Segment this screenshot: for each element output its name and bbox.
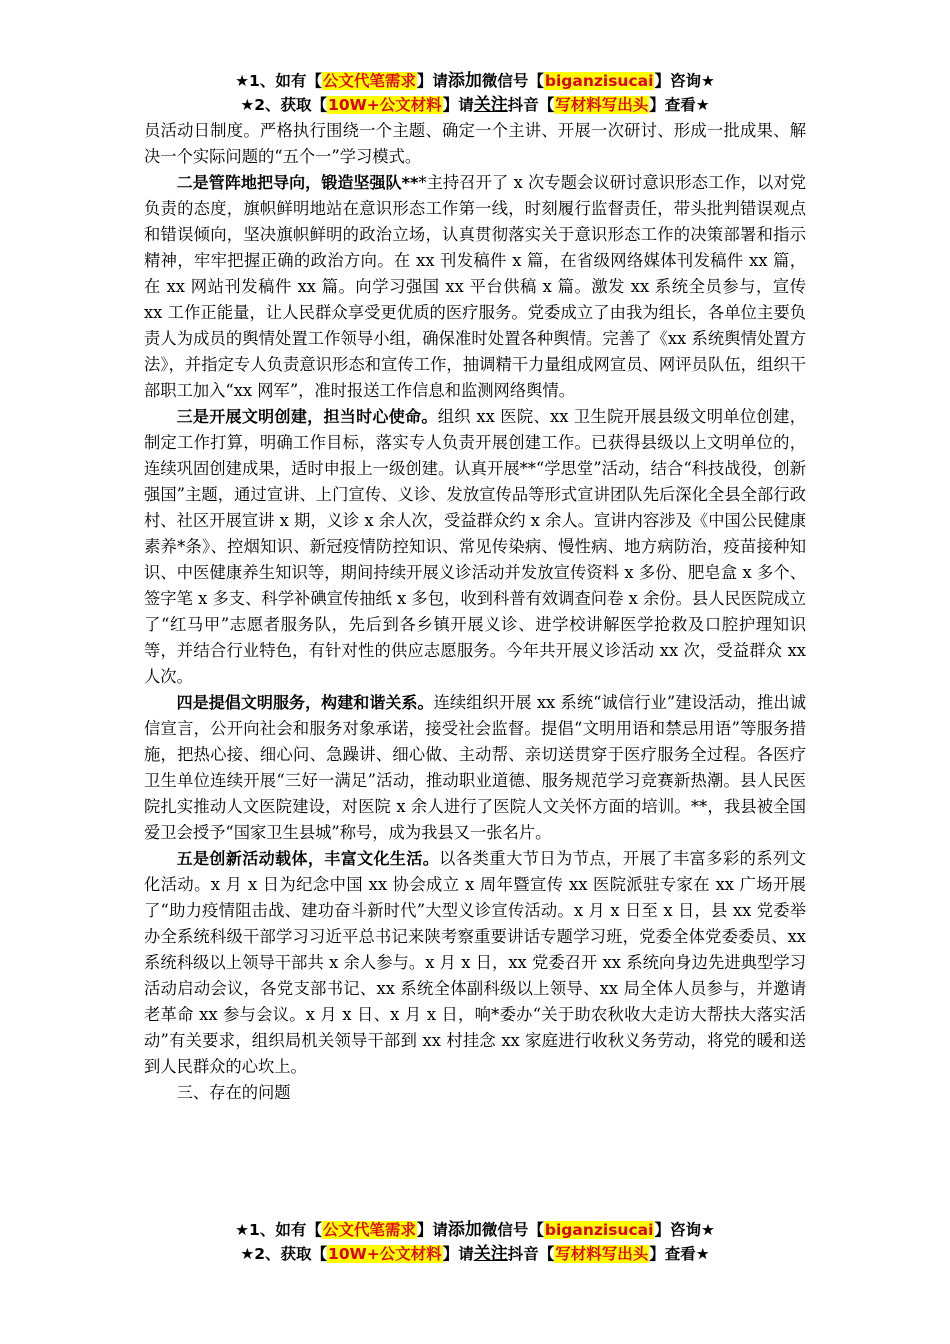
highlight-materials: 10W+公文材料 <box>328 96 442 114</box>
paragraph-heading: 三是开展文明创建，担当时心使命。 <box>176 407 438 426</box>
header-banner <box>0 69 950 117</box>
paragraph-heading: 四是提倡文明服务，构建和谐关系。 <box>176 693 434 712</box>
highlight-materials: 10W+公文材料 <box>328 1245 442 1263</box>
paragraph-heading: 二是管阵地把导向，锻造坚强队** <box>176 173 419 192</box>
paragraph-5: 五是创新活动载体，丰富文化生活。以各类重大节日为节点，开展了丰富多彩的系列文化活动。x 月 x 日为纪念中国 xx 协会成立 x 周年暨宣传 xx 医院派驻专家在 xx 广场开展了“助力疫情阻击战、建功奋斗新时代”大型义诊宣传活动。x 月 x 日至 x 日，县 xx 党委举办全系统科级干部学习习近平总书记来陕考察重要讲话专题学习班，党委全体党委委员、xx 系统科级以上领导干部共 x 余人参与。x 月 x 日，xx 党委召开 xx 系统向身边先进典型学习活动启动会议，各党支部书记、xx 系统全体副科级以上领导、xx 局全体人员参与，并邀请老革命 xx 参与会议。x 月 x 日、x 月 x 日，响*委办“关于助农秋收大走访大帮扶大落实活动”有关要求，组织局机关领导干部到 xx 村挂念 xx 家庭进行收秋义务劳动，将党的暖和送到人民群众的心坎上。 <box>144 849 806 1076</box>
highlight-douyin: 写材料写出头 <box>555 1245 649 1263</box>
banner-line-2: ★2、获取【10W+公文材料】请关注抖音【写材料写出头】查看★ <box>240 95 710 115</box>
highlight-wechat-id: biganzisucai <box>544 72 654 90</box>
banner-line-2: ★2、获取【10W+公文材料】请关注抖音【写材料写出头】查看★ <box>240 1244 710 1264</box>
paragraph-2: 二是管阵地把导向，锻造坚强队***主持召开了 x 次专题会议研讨意识形态工作，以对党负责的态度，旗帜鲜明地站在意识形态工作第一线，时刻履行监督责任，带头批判错误观点和错误倾向，坚决旗帜鲜明的政治立场，认真贯彻落实关于意识形态工作的决策部署和指示精神，牢牢把握正确的政治方向。在 xx 刊发稿件 x 篇，在省级网络媒体刊发稿件 xx 篇，在 xx 网站刊发稿件 xx 篇。向学习强国 xx 平台供稿 x 篇。激发 xx 系统全员参与，宣传 xx 工作正能量，让人民群众享受更优质的医疗服务。党委成立了由我为组长，各单位主要负责人为成员的舆情处置工作领导小组，确保准时处置各种舆情。完善了《xx 系统舆情处置方法》，并指定专人负责意识形态和宣传工作，抽调精干力量组成网宣员、网评员队伍，组织干部职工加入“xx 网军”，准时报送工作信息和监测网络舆情。 <box>144 173 806 400</box>
body-text <box>144 118 806 1106</box>
banner-line-1: ★1、如有【公文代笔需求】请添加微信号【biganzisucai】咨询★ <box>235 1220 715 1240</box>
paragraph-4: 四是提倡文明服务，构建和谐关系。连续组织开展 xx 系统“诚信行业”建设活动，推出诚信宣言，公开向社会和服务对象承诺，接受社会监督。提倡“文明用语和禁忌用语”等服务措施，把热心接、细心问、急躁讲、细心做、主动帮、亲切送贯穿于医疗服务全过程。各医疗卫生单位连续开展“三好一满足”活动，推动职业道德、服务规范学习竞赛新热潮。县人民医院扎实推动人文医院建设，对医院 x 余人进行了医院人文关怀方面的培训。**，我县被全国爱卫会授予“国家卫生县城”称号，成为我县又一张名片。 <box>144 693 806 842</box>
section-heading: 三、存在的问题 <box>176 1083 291 1102</box>
paragraph-continuation: 员活动日制度。严格执行围绕一个主题、确定一个主讲、开展一次研讨、形成一批成果、解决一个实际问题的“五个一”学习模式。 <box>144 121 806 166</box>
paragraph-3: 三是开展文明创建，担当时心使命。组织 xx 医院、xx 卫生院开展县级文明单位创建，制定工作打算，明确工作目标，落实专人负责开展创建工作。已获得县级以上文明单位的，连续巩固创建成果，适时申报上一级创建。认真开展**“学思堂”活动，结合“科技战役，创新强国”主题，通过宣讲、上门宣传、义诊、发放宣传品等形式宣讲团队先后深化全县全部行政村、社区开展宣讲 x 期，义诊 x 余人次，受益群众约 x 余人。宣讲内容涉及《中国公民健康素养*条》、控烟知识、新冠疫情防控知识、常见传染病、慢性病、地方病防治，疫苗接种知识、中医健康养生知识等，期间持续开展义诊活动并发放宣传资料 x 多份、肥皂盒 x 多个、签字笔 x 多支、科学补碘宣传抽纸 x 多包，收到科普有效调查问卷 x 余份。县人民医院成立了“红马甲”志愿者服务队，先后到各乡镇开展义诊、进学校讲解医学抢救及口腔护理知识等，并结合行业特色，有针对性的供应志愿服务。今年共开展义诊活动 xx 次，受益群众 xx 人次。 <box>144 407 806 686</box>
highlight-ghostwriting: 公文代笔需求 <box>322 1221 416 1239</box>
footer-banner <box>0 1218 950 1266</box>
banner-line-1: ★1、如有【公文代笔需求】请添加微信号【biganzisucai】咨询★ <box>235 71 715 91</box>
highlight-wechat-id: biganzisucai <box>544 1221 654 1239</box>
paragraph-heading: 五是创新活动载体，丰富文化生活。 <box>176 849 440 868</box>
highlight-ghostwriting: 公文代笔需求 <box>322 72 416 90</box>
highlight-douyin: 写材料写出头 <box>555 96 649 114</box>
